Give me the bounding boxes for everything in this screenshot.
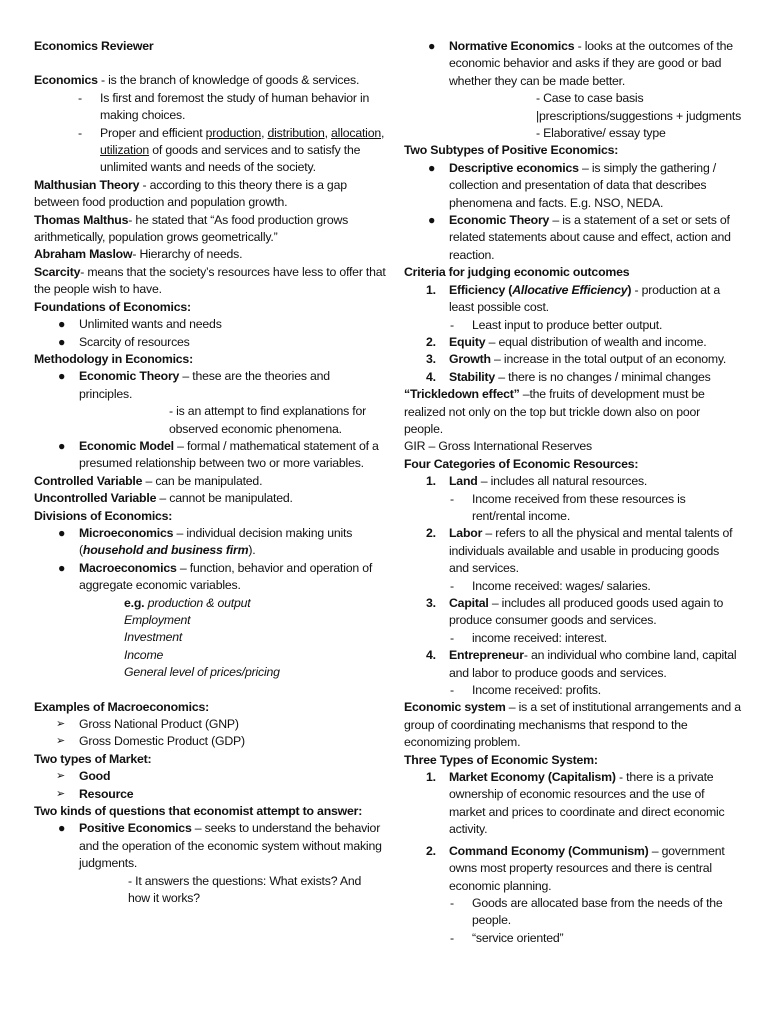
resources-list-4 [404, 647, 742, 682]
list-item: ● Positive Economics – seeks to understand the behavior and the operation of the economic system without making judgments. [58, 821, 382, 871]
economic-system: Economic system – is a set of institutional arrangements and a group of coordinating mechanisms that respond to the economizing problem. [404, 700, 741, 750]
bullet-icon: ● [428, 39, 436, 53]
land-income: - Income received from these resources is rent/rental income. [450, 491, 686, 523]
bullet-icon: ● [58, 821, 66, 836]
list-item: ● Unlimited wants and needs [34, 316, 386, 333]
arrow-bullet-icon: ➢ [56, 718, 66, 731]
bullet-icon: ● [428, 213, 436, 228]
criteria-list [404, 282, 742, 317]
abraham-maslow: Abraham Maslow- Hierarchy of needs. [34, 247, 243, 262]
list-item: ➢ Gross Domestic Product (GDP) [34, 733, 386, 750]
capital-income: - income received: interest. [450, 630, 607, 645]
theory-explanation: - is an attempt to find explanations for observed economic phenomena. [169, 404, 367, 436]
list-item: 4. Entrepreneur- an individual who combine land, capital and labor to produce goods and services. [426, 648, 737, 680]
criteria-heading: Criteria for judging economic outcomes [404, 265, 630, 280]
list-item: - Proper and efficient production, distribution, allocation, utilization of goods and services and to satisfy the unlimited wants and needs of the society. [78, 125, 385, 175]
list-item: ● Descriptive economics – is simply the gathering / collection and presentation of data that describes phenomena and facts. E.g. NSO, NEDA. [428, 160, 717, 210]
list-item: 2. Labor – refers to all the physical and mental talents of individuals available and usable in producing goods and services. [426, 526, 733, 576]
subtypes-list [404, 160, 742, 264]
list-item: 3. Growth – increase in the total output of an economy. [426, 352, 727, 367]
list-item: - Is first and foremost the study of human behavior in making choices. [78, 90, 370, 123]
macro-examples-list [34, 716, 386, 751]
document-title: Economics Reviewer [34, 39, 154, 53]
positive-questions: - It answers the questions: What exists? And how it works? [128, 873, 362, 906]
normative-list [404, 38, 742, 90]
left-column [34, 38, 386, 908]
economics-definition: Economics - is the branch of knowledge of goods & services. [34, 73, 360, 88]
subtypes-heading: Two Subtypes of Positive Economics: [404, 143, 619, 158]
list-item: 4. Stability – there is no changes / minimal changes [426, 369, 711, 384]
macro-examples-eg: e.g. production & output Employment Investment Income General level of prices/pricing [124, 595, 280, 680]
controlled-variable: Controlled Variable – can be manipulated. [34, 473, 263, 488]
questions-list [34, 820, 386, 872]
market-heading: Two types of Market: [34, 751, 152, 766]
list-item: 1. Market Economy (Capitalism) - there is a private ownership of economic resources and the use of market and prices to coordinate and direct economic activity. [426, 770, 725, 837]
labor-income: - Income received: wages/ salaries. [450, 578, 651, 593]
scarcity: Scarcity- means that the society’s resources have less to offer that the people wish to have. [34, 264, 386, 297]
list-item: ➢ Gross National Product (GNP) [34, 716, 386, 733]
list-item: 1. Land – includes all natural resources. [426, 474, 648, 489]
list-item: ● Macroeconomics – function, behavior and operation of aggregate economic variables. [58, 560, 373, 593]
methodology-list [34, 368, 386, 403]
arrow-bullet-icon: ➢ [56, 787, 66, 800]
command-note-1: - Goods are allocated base from the needs of the people. [450, 895, 723, 928]
bullet-icon: ● [428, 160, 436, 175]
normative-notes: - Case to case basis |prescriptions/suggestions + judgments - Elaborative/ essay type [536, 91, 742, 141]
list-item: ➢ Resource [34, 786, 386, 803]
bullet-icon: ● [58, 369, 66, 384]
list-item: 1. Efficiency (Allocative Efficiency) - production at a least possible cost. [426, 282, 720, 315]
thomas-malthus: Thomas Malthus- he stated that “As food production grows arithmetically, population grows geometrically.” [34, 212, 349, 245]
list-item: ● Scarcity of resources [34, 334, 386, 351]
efficiency-note: - Least input to produce better output. [450, 317, 663, 332]
list-item: ➢ Good [34, 768, 386, 785]
questions-heading: Two kinds of questions that economist attempt to answer: [34, 804, 363, 819]
list-item: ● Economic Theory – is a statement of a set or sets of related statements about cause and effect, action and reaction. [428, 213, 731, 262]
divisions-heading: Divisions of Economics: [34, 508, 173, 523]
entrepreneur-income: - Income received: profits. [450, 683, 601, 698]
list-item: 3. Capital – includes all produced goods used again to produce consumer goods and services. [426, 596, 724, 628]
list-item: ● Normative Economics - looks at the outcomes of the economic behavior and asks if they are good or bad whether they can be made better. [428, 39, 733, 88]
foundations-heading: Foundations of Economics: [34, 299, 191, 314]
criteria-list-2 [404, 334, 742, 386]
bullet-icon: ● [58, 525, 66, 540]
list-item: ● Economic Model – formal / mathematical statement of a presumed relationship between two or more variables. [58, 438, 379, 471]
bullet-icon: ● [58, 317, 66, 332]
types-heading: Three Types of Economic System: [404, 752, 598, 767]
resources-list-2 [404, 525, 742, 577]
macro-examples-heading: Examples of Macroeconomics: [34, 699, 210, 714]
bullet-icon: ● [58, 560, 66, 575]
list-item: 2. Equity – equal distribution of wealth and income. [426, 334, 707, 349]
malthusian-theory: Malthusian Theory - according to this theory there is a gap between food production and population growth. [34, 177, 347, 210]
market-list [34, 768, 386, 803]
uncontrolled-variable: Uncontrolled Variable – cannot be manipulated. [34, 491, 293, 506]
resources-list [404, 473, 742, 490]
arrow-bullet-icon: ➢ [56, 735, 66, 748]
types-list [404, 769, 742, 895]
economics-points [34, 90, 386, 177]
resources-heading: Four Categories of Economic Resources: [404, 456, 639, 471]
bullet-icon: ● [58, 438, 66, 453]
resources-list-3 [404, 595, 742, 630]
methodology-heading: Methodology in Economics: [34, 351, 193, 366]
arrow-bullet-icon: ➢ [56, 770, 66, 783]
trickledown-effect: “Trickledown effect” –the fruits of development must be realized not only on the top but trickle down also on poor people. [404, 387, 705, 436]
foundations-list [34, 316, 386, 351]
command-note-2: - “service oriented” [450, 930, 564, 945]
list-item: 2. Command Economy (Communism) – government owns most property resources and there is central economic planning. [426, 843, 725, 893]
right-column [404, 38, 742, 947]
bullet-icon: ● [58, 334, 66, 349]
methodology-list-2 [34, 438, 386, 473]
list-item: ● Economic Theory – these are the theories and principles. [58, 369, 330, 401]
gir-definition: GIR – Gross International Reserves [404, 439, 592, 454]
divisions-list [34, 525, 386, 595]
list-item: ● Microeconomics – individual decision making units (household and business firm). [58, 525, 353, 558]
